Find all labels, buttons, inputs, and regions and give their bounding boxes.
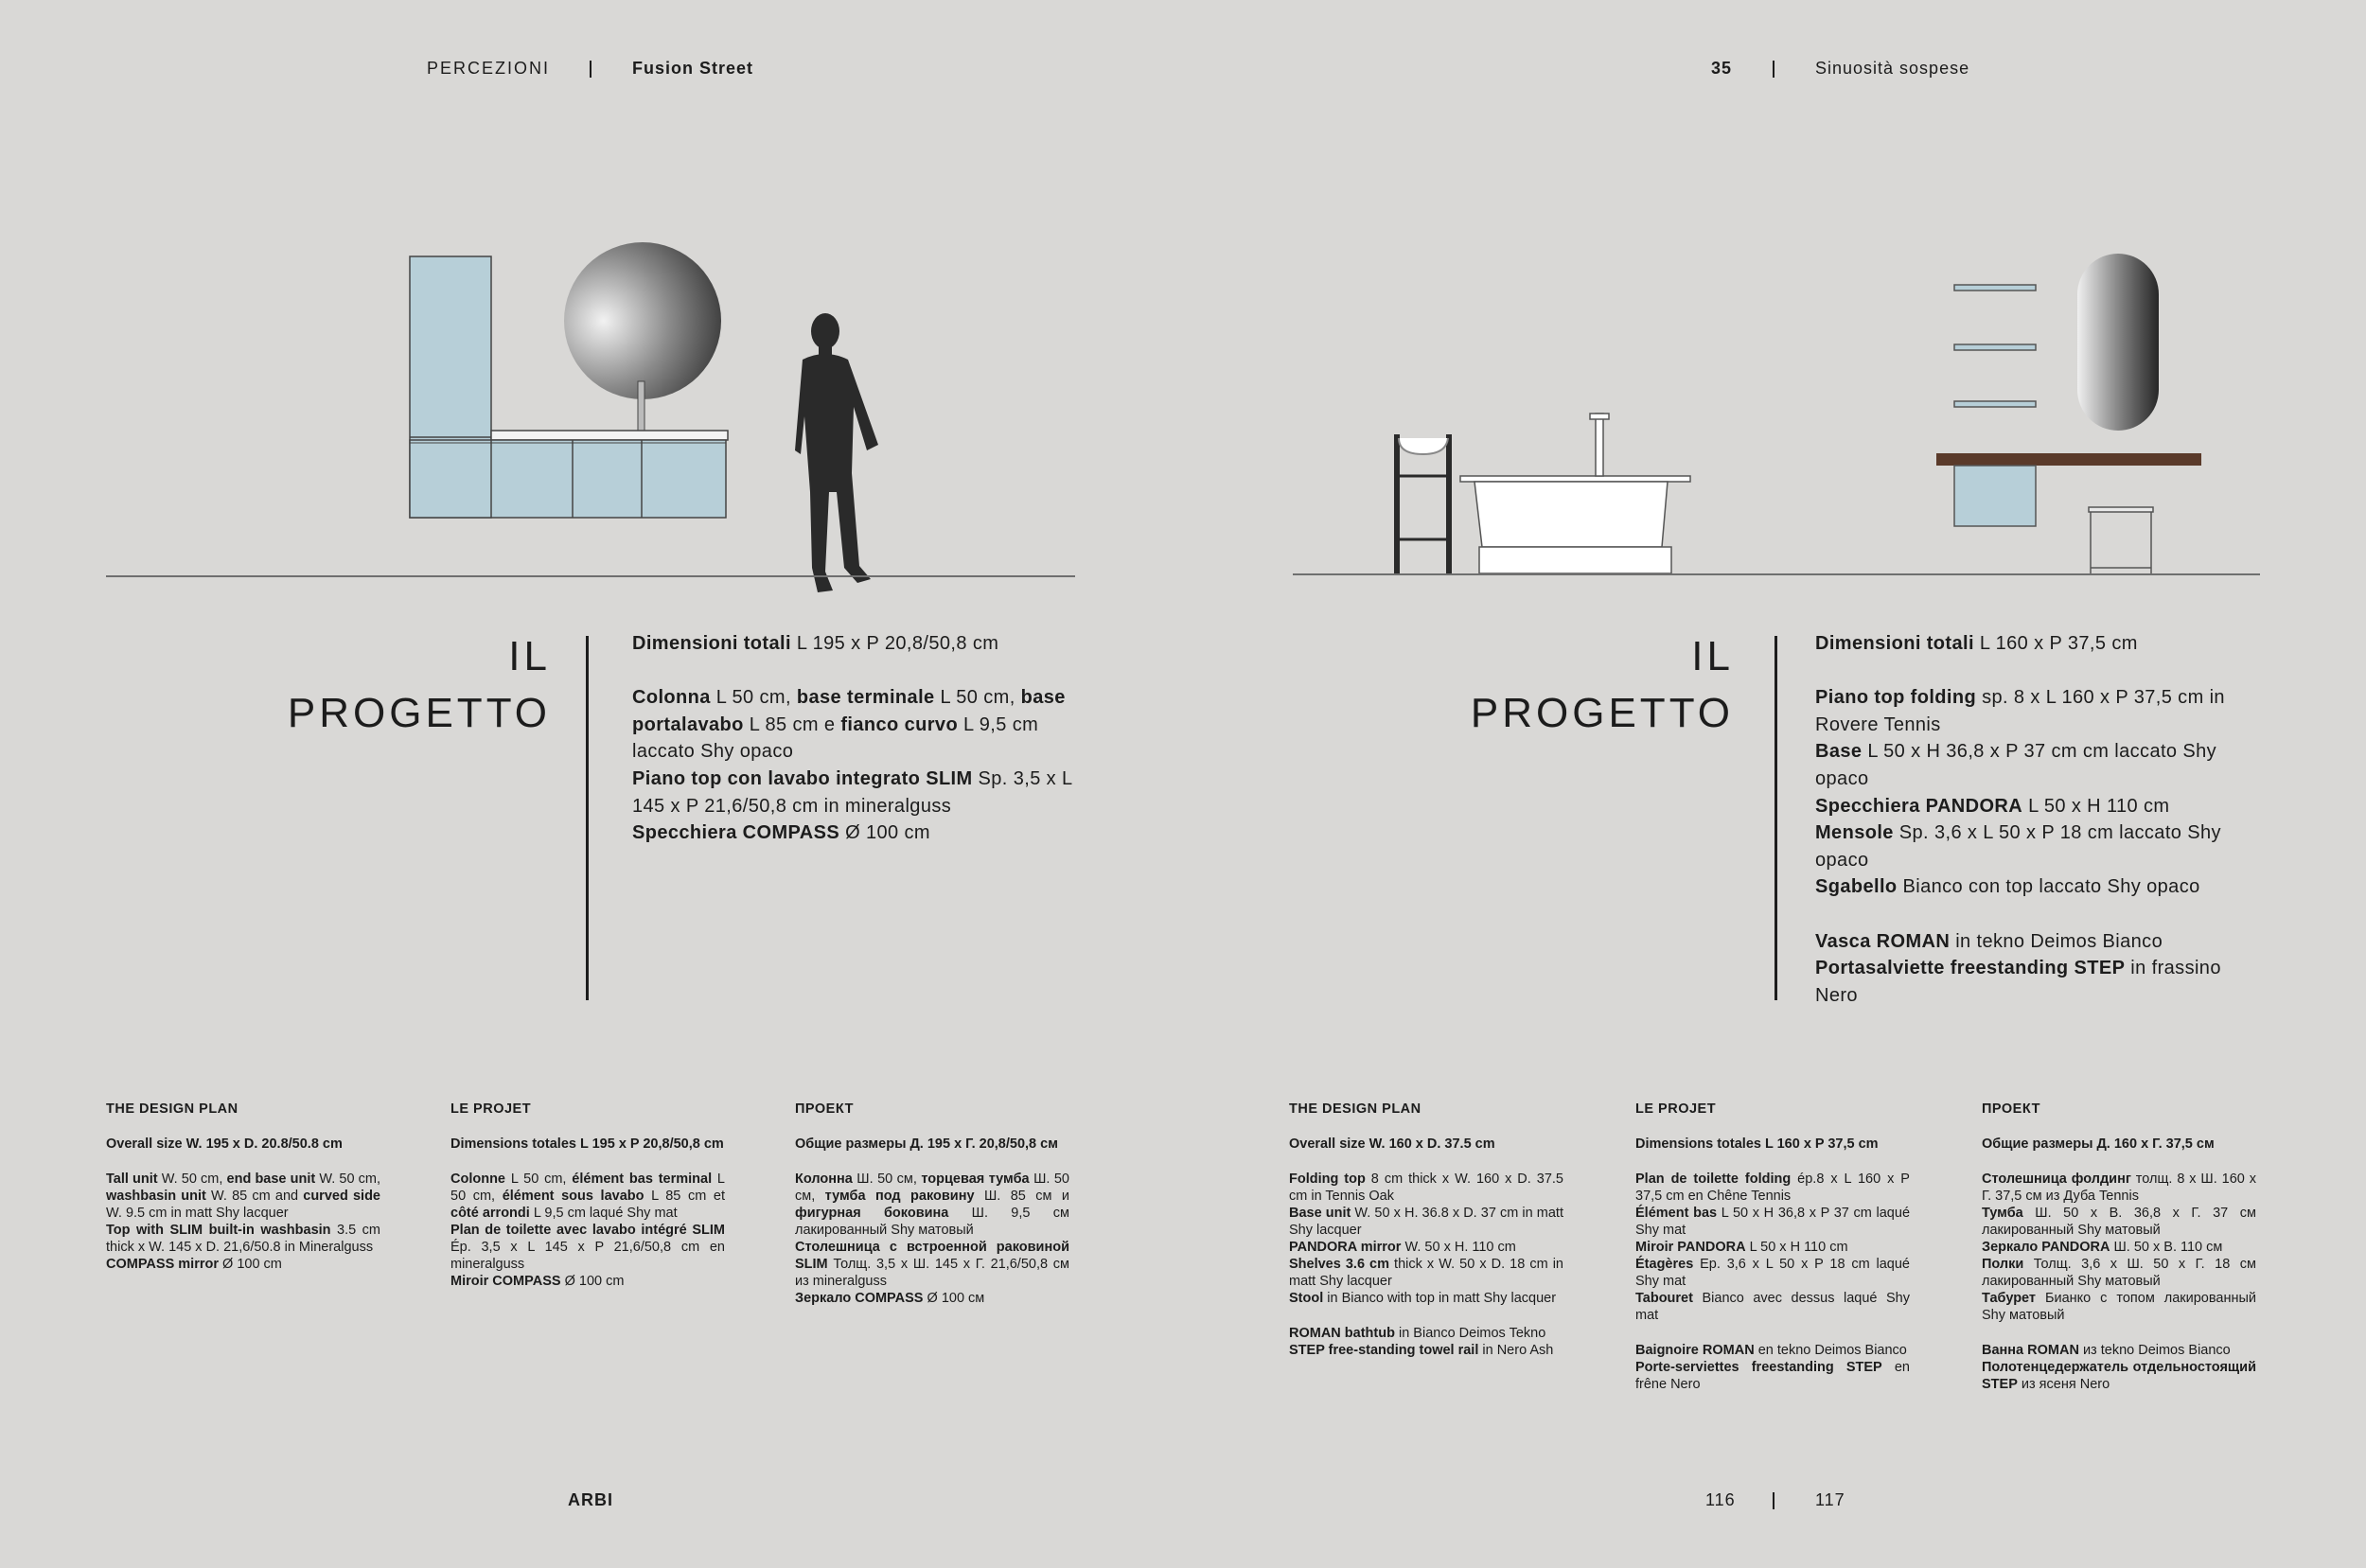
left-col-english [106, 1101, 380, 1291]
right-spec-bathtub: Vasca ROMAN in tekno Deimos Bianco [1815, 930, 2163, 952]
pandora-mirror [2077, 254, 2159, 431]
stool [2089, 507, 2153, 573]
header-title-right: Sinuosità sospese [1815, 59, 1970, 78]
footer-page-left: 116 [1705, 1490, 1736, 1509]
right-col-russian [1982, 1101, 2256, 1411]
footer-page-right: 117 [1815, 1490, 1845, 1509]
left-title-line1: IL [508, 633, 551, 679]
column-heading: ПРОЕКТ [795, 1101, 854, 1117]
header-title-left: Fusion Street [632, 59, 754, 78]
washbasin-top [491, 431, 728, 440]
right-spec-top: Piano top folding sp. 8 x L 160 x P 37,5 cm in Rovere Tennis [1815, 687, 2225, 735]
faucet [638, 381, 644, 433]
header-page-number: 35 [1711, 59, 1733, 78]
shelves [1954, 285, 2036, 407]
column-paragraph: Baignoire ROMAN en tekno Deimos Bianco Porte-serviettes freestanding STEP en frêne Nero [1635, 1343, 1910, 1392]
column-paragraph: Tall unit W. 50 cm, end base unit W. 50 cm, washbasin unit W. 85 cm and curved side W. 9.5 cm in matt Shy lacquer Top with SLIM built-in washbasin 3.5 cm thick x W. 145 x D. 21,6/50.8 in Mineralguss COMPASS mirror Ø 100 cm [106, 1172, 380, 1272]
column-paragraph: Plan de toilette folding ép.8 x L 160 x P 37,5 cm en Chêne Tennis Élément bas L 50 x H 36,8 x P 37 cm laqué Shy mat Miroir PANDORA L 50 x H 110 cm Étagères Ep. 3,6 x L 50 x P 18 cm laqué Shy mat Tabouret Bianco avec dessus laqué Shy mat [1635, 1172, 1911, 1323]
person-figure [795, 313, 878, 592]
compass-mirror [564, 242, 721, 399]
left-vertical-divider [586, 636, 589, 1000]
column-paragraph: Общие размеры Д. 160 x Г. 37,5 см [1982, 1136, 2215, 1152]
column-heading: LE PROJET [1635, 1101, 1717, 1117]
column-paragraph: Колонна Ш. 50 см, торцевая тумба Ш. 50 см, тумба под раковину Ш. 85 см и фигурная боковина Ш. 9,5 см лакированный Shy матовый Столешница с встроенной раковиной SLIM Толщ. 3,5 x Ш. 145 x Г. 21,6/50,8 см из mineralguss Зеркало COMPASS Ø 100 см [795, 1172, 1069, 1306]
column-paragraph: Столешница фолдинг толщ. 8 x Ш. 160 x Г. 37,5 см из Дуба Tennis Тумба Ш. 50 x В. 36,8 x Г. 37 см лакированный Shy матовый Зеркало PANDORA Ш. 50 x В. 110 см Полки Толщ. 3,6 x Ш. 50 x Г. 18 см лакированный Shy матовый Табурет Бианко с топом лакированный Shy матовый [1982, 1172, 2256, 1323]
right-floor-line [1293, 573, 2260, 575]
right-col-french [1635, 1101, 1910, 1411]
towel-rail [1397, 434, 1449, 573]
footer-separator [1773, 1492, 1774, 1509]
roman-bathtub [1460, 414, 1690, 573]
footer-brand: ARBI [568, 1490, 613, 1509]
left-spec-top: Piano top con lavabo integrato SLIM Sp. 3,5 x L 145 x P 21,6/50,8 cm in mineralguss [632, 767, 1072, 817]
base-unit [1954, 466, 2036, 526]
left-floor-line [106, 575, 1075, 577]
left-spec-overall: Dimensioni totali L 195 x P 20,8/50,8 cm [632, 633, 999, 654]
right-spec-shelves: Mensole Sp. 3,6 x L 50 x P 18 cm laccato Shy opaco [1815, 822, 2221, 871]
column-heading: LE PROJET [450, 1101, 532, 1117]
left-col-russian [795, 1101, 1069, 1325]
column-paragraph: Overall size W. 195 x D. 20.8/50.8 cm [106, 1136, 343, 1152]
column-paragraph: Ванна ROMAN из tekno Deimos Bianco Полотенцедержатель отдельностоящий STEP из ясеня Nero [1982, 1343, 2256, 1392]
left-title [189, 628, 551, 742]
right-spec-mirror: Specchiera PANDORA L 50 x H 110 cm [1815, 795, 2170, 817]
column-paragraph: Dimensions totales L 160 x P 37,5 cm [1635, 1136, 1879, 1152]
column-heading: THE DESIGN PLAN [106, 1101, 238, 1117]
column-paragraph: Colonne L 50 cm, élément bas terminal L 50 cm, élément sous lavabo L 85 cm et côté arrondi L 9,5 cm laqué Shy mat Plan de toilette avec lavabo intégré SLIM Ép. 3,5 x L 145 x P 21,6/50,8 cm en mineralguss Miroir COMPASS Ø 100 cm [450, 1172, 725, 1289]
right-vertical-divider [1774, 636, 1777, 1000]
column-paragraph: Общие размеры Д. 195 x Г. 20,8/50,8 см [795, 1136, 1058, 1152]
right-specs [1815, 630, 2241, 1009]
right-spec-overall: Dimensioni totali L 160 x P 37,5 cm [1815, 633, 2138, 654]
column-paragraph: Overall size W. 160 x D. 37.5 cm [1289, 1136, 1495, 1152]
left-spec-units: Colonna L 50 cm, base terminale L 50 cm, base portalavabo L 85 cm e fianco curvo L 9,5 cm laccato Shy opaco [632, 687, 1066, 763]
left-title-line2: PROGETTO [287, 690, 551, 736]
right-spec-base: Base L 50 x H 36,8 x P 37 cm cm laccato Shy opaco [1815, 741, 2217, 789]
right-title-line2: PROGETTO [1470, 690, 1734, 736]
header-section-left: PERCEZIONI [427, 59, 551, 78]
folding-top [1936, 453, 2201, 466]
left-specs [632, 630, 1085, 847]
column-heading: ПРОЕКТ [1982, 1101, 2040, 1117]
right-title-line1: IL [1691, 633, 1734, 679]
base-units [410, 440, 726, 518]
column-paragraph: Folding top 8 cm thick x W. 160 x D. 37.5 cm in Tennis Oak Base unit W. 50 x H. 36.8 x D. 37 cm in matt Shy lacquer PANDORA mirror W. 50 x H. 110 cm Shelves 3.6 cm thick x W. 50 x D. 18 cm in matt Shy lacquer Stool in Bianco with top in matt Shy lacquer [1289, 1172, 1563, 1306]
column-heading: THE DESIGN PLAN [1289, 1101, 1421, 1117]
right-spec-stool: Sgabello Bianco con top laccato Shy opaco [1815, 876, 2200, 898]
column-paragraph: ROMAN bathtub in Bianco Deimos Tekno STEP free-standing towel rail in Nero Ash [1289, 1326, 1554, 1358]
left-vanity-illustration [0, 0, 1183, 615]
column-paragraph: Dimensions totales L 195 x P 20,8/50,8 cm [450, 1136, 724, 1152]
right-title [1372, 628, 1734, 742]
right-col-english [1289, 1101, 1563, 1377]
right-spec-towel-rail: Portasalviette freestanding STEP in frassino Nero [1815, 958, 2221, 1006]
right-bathtub-illustration [1183, 0, 2366, 615]
left-col-french [450, 1101, 725, 1308]
left-spec-mirror: Specchiera COMPASS Ø 100 cm [632, 822, 930, 844]
